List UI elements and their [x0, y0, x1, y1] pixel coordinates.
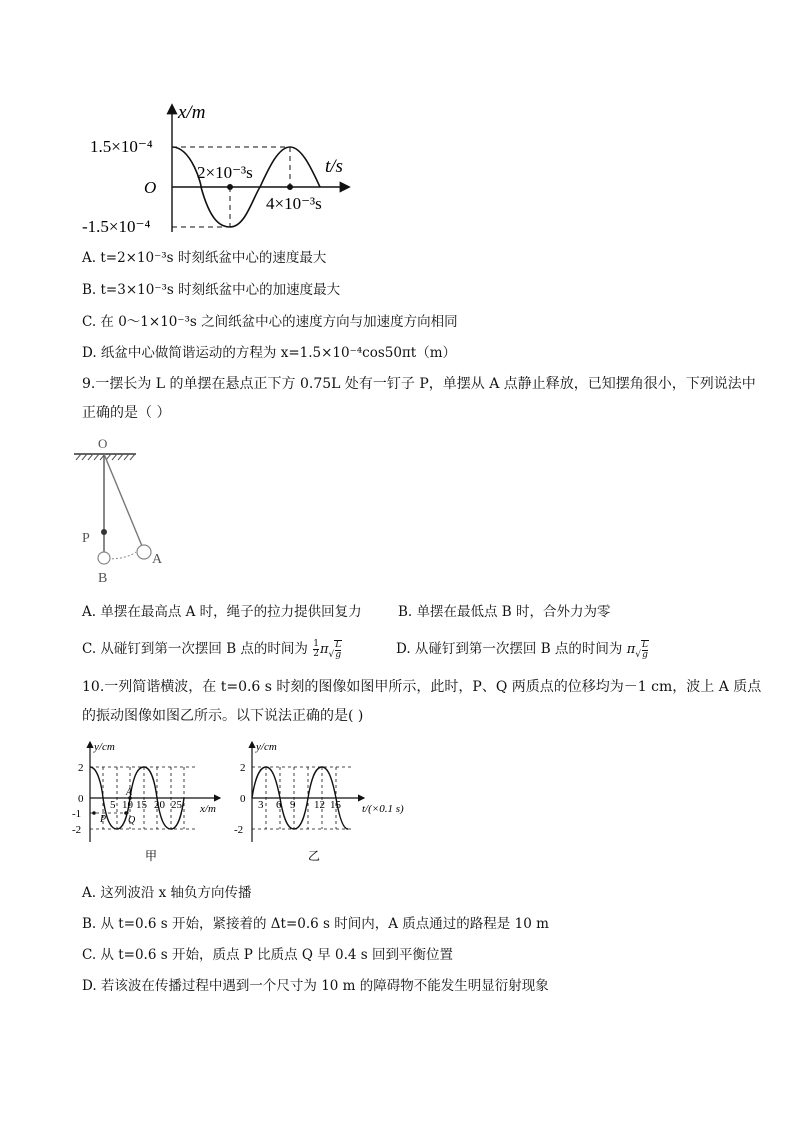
- figure-pendulum: [68, 436, 188, 586]
- yi-caption: 乙: [308, 849, 321, 863]
- jia-label-p: P: [100, 814, 107, 825]
- pendulum-label-o: O: [98, 436, 108, 451]
- q9-stem-line1: 9.一摆长为 L 的单摆在悬点正下方 0.75L 处有一钉子 P，单摆从 A 点静止释放，已知摆角很小，下列说法中: [82, 376, 756, 392]
- figure-wave-jia: [70, 738, 230, 868]
- jia-xtick-15: 15: [136, 799, 147, 811]
- jia-ytick-m1: -1: [72, 808, 82, 820]
- jia-label-q: Q: [128, 815, 136, 826]
- yi-xtick-12: 12: [314, 799, 325, 811]
- mark-2e-3: 2×10⁻³s: [197, 163, 253, 182]
- q8-option-a: A. t=2×10⁻³s 时刻纸盆中心的速度最大: [82, 250, 327, 266]
- jia-xtick-10: 10: [122, 799, 133, 811]
- q9-option-b: B. 单摆在最低点 B 时，合外力为零: [398, 604, 611, 620]
- jia-ytick-m2: -2: [72, 824, 82, 836]
- q8-option-b: B. t=3×10⁻³s 时刻纸盆中心的加速度最大: [82, 282, 341, 298]
- t-axis-label: t/s: [325, 156, 343, 177]
- yi-xtick-15: 15: [330, 799, 341, 811]
- yi-xtick-9: 9: [290, 799, 296, 811]
- jia-xtick-25: 25: [171, 799, 182, 811]
- yi-ylabel: y/cm: [256, 741, 277, 753]
- q10-option-a: A. 这列波沿 x 轴负方向传播: [82, 885, 252, 901]
- q10-option-b: B. 从 t=0.6 s 开始，紧接着的 Δt=0.6 s 时间内，A 质点通过的路程是 10 m: [82, 916, 549, 932]
- jia-caption: 甲: [145, 849, 158, 863]
- q8-option-d: D. 纸盆中心做简谐运动的方程为 x=1.5×10⁻⁴cos50πt（m）: [82, 345, 457, 361]
- jia-ytick-2: 2: [78, 762, 84, 774]
- sqrt-l-over-g: √ $\frac{L}{g}$: [328, 639, 342, 660]
- pi-symbol: π: [319, 642, 329, 657]
- yi-xtick-3: 3: [258, 799, 264, 811]
- q10-option-c: C. 从 t=0.6 s 开始，质点 P 比质点 Q 早 0.4 s 回到平衡位置: [82, 947, 454, 963]
- jia-ylabel: y/cm: [94, 741, 115, 753]
- sqrt-l-over-g: √ $\frac{L}{g}$: [635, 639, 649, 660]
- x-axis-label: x/m: [178, 102, 206, 123]
- jia-xtick-5: 5: [110, 799, 116, 811]
- q10-option-d: D. 若该波在传播过程中遇到一个尺寸为 10 m 的障碍物不能发生明显衍射现象: [82, 978, 549, 994]
- q9-option-c-text: C. 从碰钉到第一次摆回 B 点的时间为: [82, 641, 308, 657]
- jia-xtick-20: 20: [154, 799, 165, 811]
- q9-option-a: A. 单摆在最高点 A 时，绳子的拉力提供回复力: [82, 604, 362, 620]
- pendulum-label-a: A: [152, 552, 163, 567]
- q10-stem-line1: 10.一列简谐横波，在 t=0.6 s 时刻的图像如图甲所示，此时，P、Q 两质点的位移均为－1 cm，波上 A 质点: [82, 679, 762, 695]
- yi-ytick-m2: -2: [234, 824, 244, 836]
- jia-ytick-0: 0: [78, 793, 84, 805]
- q9-option-c: [82, 634, 342, 664]
- origin-label: O: [144, 178, 157, 197]
- q8-option-c: C. 在 0～1×10⁻³s 之间纸盆中心的速度方向与加速度方向相同: [82, 314, 458, 330]
- yi-ytick-2: 2: [240, 762, 246, 774]
- mark-4e-3: 4×10⁻³s: [266, 194, 322, 213]
- pendulum-label-b: B: [98, 571, 108, 586]
- yi-xtick-6: 6: [276, 799, 282, 811]
- figure-vibration-yi: [232, 738, 422, 868]
- q9-option-d: [396, 634, 649, 664]
- q9-option-d-text: D. 从碰钉到第一次摆回 B 点的时间为: [396, 641, 623, 657]
- q10-stem-line2: 的振动图像如图乙所示。以下说法正确的是( ): [82, 708, 364, 724]
- pi-symbol: π: [626, 642, 636, 657]
- y-top-label: 1.5×10⁻⁴: [90, 137, 153, 156]
- q9-stem-line2: 正确的是（ ）: [82, 405, 171, 421]
- y-bottom-label: -1.5×10⁻⁴: [82, 217, 151, 236]
- yi-xlabel: t/(×0.1 s): [362, 803, 404, 815]
- jia-xlabel: x/m: [200, 803, 216, 815]
- pendulum-label-p: P: [82, 531, 90, 546]
- figure-xt-graph: [80, 100, 440, 240]
- jia-label-a: A: [126, 787, 133, 798]
- yi-ytick-0: 0: [240, 793, 246, 805]
- fraction-half: $\frac{1}{2}$: [313, 639, 319, 659]
